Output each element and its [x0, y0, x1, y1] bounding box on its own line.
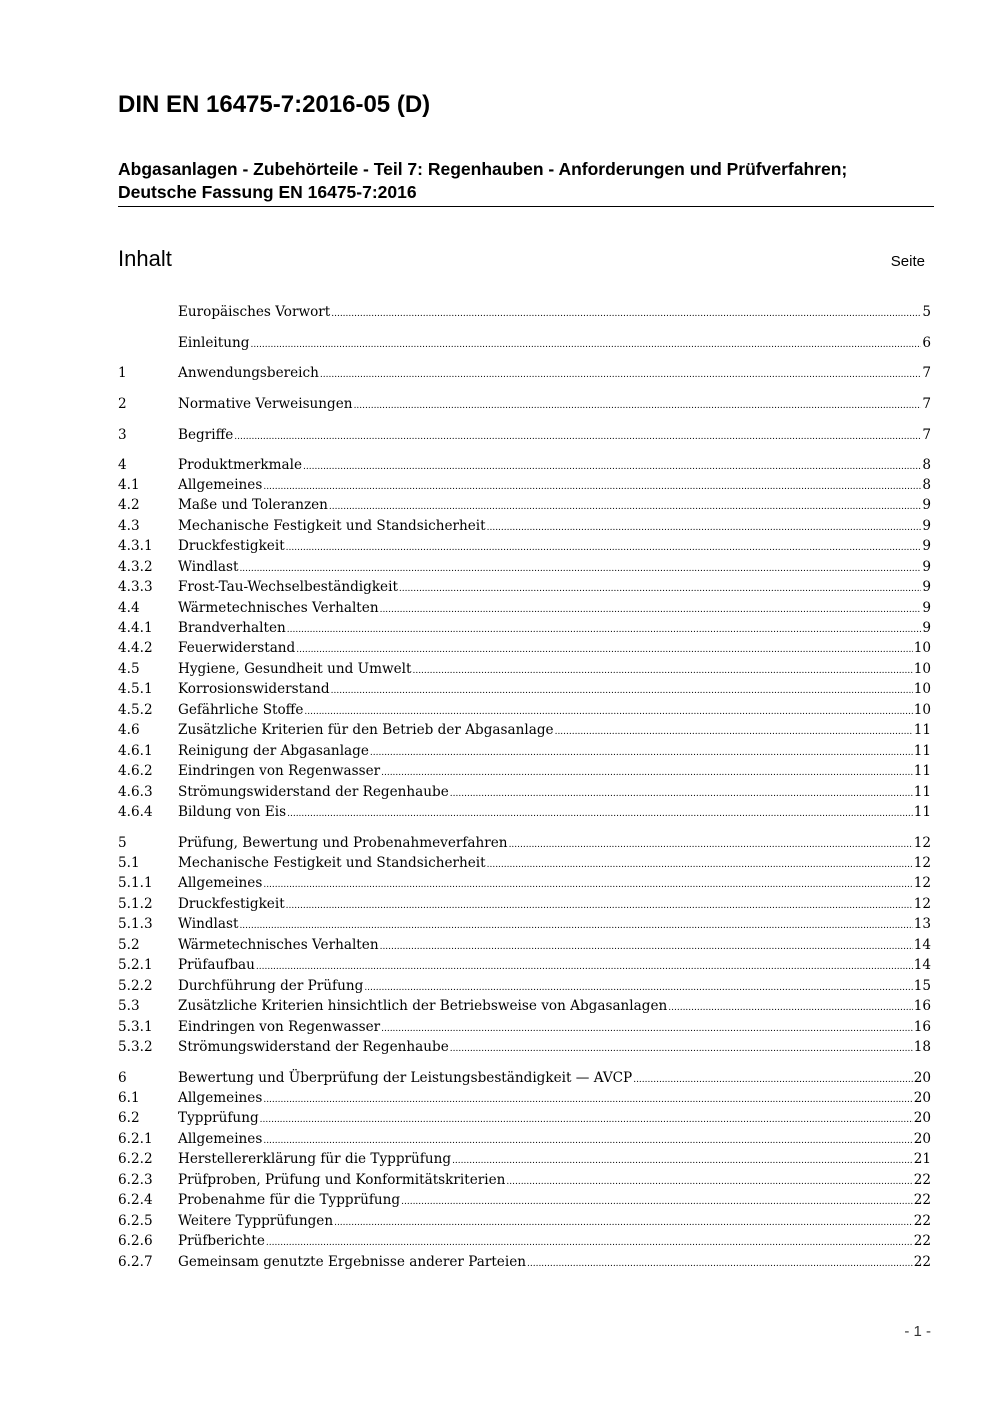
- toc-leader-dots: [527, 1252, 913, 1274]
- toc-leader-dots: [450, 1037, 913, 1059]
- toc-leader-dots: [263, 1088, 912, 1110]
- toc-entry-page: 22: [913, 1192, 931, 1209]
- toc-entry[interactable]: [118, 914, 931, 934]
- toc-leader-dots: [364, 976, 912, 998]
- toc-entry-page: 20: [913, 1090, 931, 1107]
- toc-entry[interactable]: [118, 1211, 931, 1231]
- toc-leader-dots: [509, 833, 913, 855]
- toc-entry-title: Produktmerkmale: [178, 456, 303, 473]
- toc-entry-title: Allgemeines: [178, 1090, 263, 1107]
- toc-entry-title: Windlast: [178, 916, 239, 933]
- toc-entry-number: 4.3.3: [118, 579, 153, 596]
- toc-entry-number: 4.5.2: [118, 701, 153, 718]
- toc-entry[interactable]: [118, 638, 931, 658]
- toc-entry-page: 9: [922, 558, 931, 575]
- toc-entry-title: Bildung von Eis: [178, 803, 287, 820]
- toc-entry[interactable]: [118, 761, 931, 781]
- toc-entry[interactable]: [118, 782, 931, 802]
- toc-entry-number: 4: [118, 456, 127, 473]
- toc-entry-title: Frost-Tau-Wechselbeständigkeit: [178, 579, 398, 596]
- toc-entry-title: Europäisches Vorwort: [178, 304, 331, 320]
- table-of-contents: [118, 302, 931, 1272]
- toc-entry-number: 6.2.4: [118, 1192, 153, 1209]
- toc-entry[interactable]: [118, 475, 931, 495]
- toc-entry-title: Allgemeines: [178, 476, 263, 493]
- toc-entry-number: 1: [118, 365, 127, 382]
- toc-leader-dots: [380, 598, 922, 620]
- toc-entry-number: 4.4.2: [118, 640, 153, 657]
- toc-entry-number: 2: [118, 395, 127, 412]
- page-number: - 1 -: [904, 1323, 931, 1340]
- toc-entry-title: Hygiene, Gesundheit und Umwelt: [178, 660, 412, 677]
- toc-entry[interactable]: [118, 516, 931, 536]
- toc-entry-number: 4.4: [118, 599, 140, 616]
- toc-entry-page: 6: [922, 334, 931, 351]
- toc-entry[interactable]: [118, 577, 931, 597]
- toc-entry-number: 5: [118, 834, 127, 851]
- toc-leader-dots: [256, 955, 913, 977]
- toc-entry-page: 11: [913, 722, 931, 739]
- toc-leader-dots: [263, 475, 921, 497]
- toc-entry[interactable]: [118, 1252, 931, 1272]
- toc-entry-title: Windlast: [178, 558, 239, 575]
- toc-entry-page: 9: [922, 599, 931, 616]
- toc-entry-page: 10: [913, 660, 931, 677]
- toc-leader-dots: [401, 1190, 913, 1212]
- toc-leader-dots: [263, 873, 912, 895]
- toc-leader-dots: [381, 761, 913, 783]
- toc-leader-dots: [239, 914, 912, 936]
- toc-leader-dots: [331, 679, 913, 701]
- toc-entry-number: 6.2: [118, 1110, 140, 1127]
- toc-entry[interactable]: [118, 679, 931, 699]
- toc-entry-number: 3: [118, 426, 127, 443]
- toc-leader-dots: [487, 516, 922, 538]
- toc-entry-page: 18: [913, 1038, 931, 1055]
- toc-leader-dots: [296, 638, 912, 660]
- toc-entry[interactable]: [118, 1129, 931, 1149]
- toc-leader-dots: [320, 363, 921, 385]
- toc-entry-page: 20: [913, 1130, 931, 1147]
- title-divider: [118, 206, 934, 207]
- toc-entry[interactable]: [118, 536, 931, 556]
- toc-entry[interactable]: [118, 720, 931, 740]
- toc-entry-page: 10: [913, 701, 931, 718]
- toc-entry-title: Typprüfung: [178, 1110, 259, 1127]
- toc-entry-page: 11: [913, 803, 931, 820]
- toc-entry-title: Normative Verweisungen: [178, 395, 353, 412]
- toc-entry[interactable]: [118, 1108, 931, 1128]
- toc-entry[interactable]: [118, 833, 931, 853]
- toc-entry-page: 16: [913, 1018, 931, 1035]
- toc-leader-dots: [633, 1068, 912, 1090]
- toc-entry[interactable]: [118, 1037, 931, 1057]
- toc-entry-page: 8: [922, 476, 931, 493]
- toc-entry[interactable]: [118, 741, 931, 761]
- toc-entry-number: 5.2.2: [118, 977, 153, 994]
- toc-entry-number: 4.6: [118, 722, 140, 739]
- toc-entry-title: Zusätzliche Kriterien für den Betrieb der Abgasanlage: [178, 722, 554, 739]
- toc-entry[interactable]: [118, 598, 931, 618]
- toc-entry[interactable]: [118, 1190, 931, 1210]
- toc-entry[interactable]: [118, 302, 931, 322]
- toc-leader-dots: [399, 577, 921, 599]
- toc-entry-number: 6.2.5: [118, 1212, 153, 1229]
- toc-leader-dots: [370, 741, 913, 763]
- toc-entry-title: Eindringen von Regenwasser: [178, 1018, 381, 1035]
- toc-entry-title: Begriffe: [178, 426, 234, 443]
- toc-entry-page: 22: [913, 1253, 931, 1270]
- toc-entry-number: 5.1.3: [118, 916, 153, 933]
- toc-entry[interactable]: [118, 1231, 931, 1251]
- toc-leader-dots: [555, 720, 913, 742]
- toc-entry-title: Druckfestigkeit: [178, 895, 285, 912]
- document-subtitle: Abgasanlagen - Zubehörteile - Teil 7: Regenhauben - Anforderungen und Prüfverfahren; Deutsche Fassung EN 16475-7:2016: [118, 159, 848, 202]
- toc-entry-number: 6.2.2: [118, 1151, 153, 1168]
- toc-entry-title: Maße und Toleranzen: [178, 497, 328, 514]
- toc-entry-title: Allgemeines: [178, 875, 263, 892]
- toc-entry-page: 9: [922, 579, 931, 596]
- toc-entry-title: Eindringen von Regenwasser: [178, 763, 381, 780]
- toc-entry-title: Mechanische Festigkeit und Standsicherheit: [178, 855, 486, 872]
- toc-entry-page: 9: [922, 497, 931, 514]
- toc-entry-page: 20: [913, 1069, 931, 1086]
- toc-entry-page: 7: [922, 395, 931, 412]
- toc-entry-number: 4.1: [118, 476, 140, 493]
- toc-entry-page: 16: [913, 998, 931, 1015]
- toc-leader-dots: [412, 659, 912, 681]
- toc-entry-page: 13: [913, 916, 931, 933]
- toc-entry-page: 21: [913, 1151, 931, 1168]
- toc-entry-title: Bewertung und Überprüfung der Leistungsbeständigkeit — AVCP: [178, 1069, 633, 1086]
- toc-entry-page: 11: [913, 742, 931, 759]
- toc-entry-title: Probenahme für die Typprüfung: [178, 1192, 401, 1209]
- toc-entry-page: 11: [913, 783, 931, 800]
- toc-entry-title: Durchführung der Prüfung: [178, 977, 364, 994]
- toc-entry[interactable]: [118, 873, 931, 893]
- document-title: DIN EN 16475-7:2016-05 (D): [118, 91, 431, 118]
- toc-entry-number: 5.3: [118, 998, 140, 1015]
- toc-leader-dots: [668, 996, 912, 1018]
- toc-entry-number: 5.2: [118, 936, 140, 953]
- toc-entry-page: 14: [913, 957, 931, 974]
- toc-entry-page: 10: [913, 640, 931, 657]
- toc-entry-number: 5.1.1: [118, 875, 153, 892]
- toc-entry-number: 6: [118, 1069, 127, 1086]
- toc-leader-dots: [354, 394, 922, 416]
- toc-entry-page: 22: [913, 1212, 931, 1229]
- toc-leader-dots: [506, 1170, 912, 1192]
- toc-entry-title: Strömungswiderstand der Regenhaube: [178, 1038, 449, 1055]
- toc-leader-dots: [260, 1108, 913, 1130]
- toc-leader-dots: [286, 536, 922, 558]
- toc-entry[interactable]: [118, 802, 931, 822]
- toc-entry[interactable]: [118, 894, 931, 914]
- toc-leader-dots: [331, 302, 921, 324]
- toc-entry-page: 22: [913, 1233, 931, 1250]
- toc-entry-number: 4.3.2: [118, 558, 153, 575]
- toc-entry-number: 5.1.2: [118, 895, 153, 912]
- toc-entry-number: 5.3.2: [118, 1038, 153, 1055]
- toc-entry[interactable]: [118, 363, 931, 383]
- toc-entry[interactable]: [118, 425, 931, 445]
- toc-leader-dots: [263, 1129, 912, 1151]
- toc-entry-number: 5.3.1: [118, 1018, 153, 1035]
- toc-heading: Inhalt: [118, 246, 172, 271]
- toc-entry-title: Allgemeines: [178, 1130, 263, 1147]
- toc-entry-page: 5: [922, 304, 931, 320]
- toc-leader-dots: [287, 618, 922, 640]
- toc-entry[interactable]: [118, 557, 931, 577]
- toc-entry-page: 9: [922, 538, 931, 555]
- toc-entry-title: Korrosionswiderstand: [178, 681, 330, 698]
- toc-entry-title: Herstellererklärung für die Typprüfung: [178, 1151, 452, 1168]
- toc-entry-page: 15: [913, 977, 931, 994]
- toc-entry-title: Wärmetechnisches Verhalten: [178, 599, 379, 616]
- toc-leader-dots: [234, 425, 921, 447]
- toc-entry[interactable]: [118, 976, 931, 996]
- toc-entry[interactable]: [118, 935, 931, 955]
- toc-entry[interactable]: [118, 1068, 931, 1088]
- toc-entry[interactable]: [118, 1170, 931, 1190]
- toc-leader-dots: [287, 802, 913, 824]
- toc-leader-dots: [286, 894, 913, 916]
- toc-entry-number: 6.2.7: [118, 1253, 153, 1270]
- toc-entry-number: 4.6.4: [118, 803, 153, 820]
- toc-entry-number: 4.5: [118, 660, 140, 677]
- toc-leader-dots: [250, 333, 921, 355]
- toc-entry[interactable]: [118, 659, 931, 679]
- toc-leader-dots: [452, 1149, 913, 1171]
- toc-leader-dots: [381, 1017, 913, 1039]
- toc-entry-number: 6.2.6: [118, 1233, 153, 1250]
- toc-leader-dots: [329, 495, 921, 517]
- toc-entry-page: 14: [913, 936, 931, 953]
- toc-entry-page: 12: [913, 855, 931, 872]
- toc-entry[interactable]: [118, 1088, 931, 1108]
- toc-entry-title: Mechanische Festigkeit und Standsicherheit: [178, 517, 486, 534]
- toc-entry-title: Druckfestigkeit: [178, 538, 285, 555]
- toc-entry-page: 7: [922, 365, 931, 382]
- toc-entry-page: 12: [913, 834, 931, 851]
- toc-entry-title: Strömungswiderstand der Regenhaube: [178, 783, 449, 800]
- toc-leader-dots: [304, 700, 912, 722]
- toc-entry-page: 7: [922, 426, 931, 443]
- toc-leader-dots: [487, 853, 913, 875]
- toc-entry-number: 4.5.1: [118, 681, 153, 698]
- toc-leader-dots: [334, 1211, 913, 1233]
- toc-entry-title: Prüfung, Bewertung und Probenahmeverfahren: [178, 834, 508, 851]
- toc-entry-page: 9: [922, 620, 931, 637]
- toc-leader-dots: [380, 935, 913, 957]
- toc-entry-number: 6.1: [118, 1090, 140, 1107]
- toc-entry-title: Gemeinsam genutzte Ergebnisse anderer Parteien: [178, 1253, 526, 1270]
- toc-entry-page: 22: [913, 1171, 931, 1188]
- toc-entry[interactable]: [118, 394, 931, 414]
- toc-entry-page: 10: [913, 681, 931, 698]
- toc-leader-dots: [450, 782, 913, 804]
- toc-entry-title: Prüfaufbau: [178, 957, 255, 974]
- toc-entry-number: 4.6.3: [118, 783, 153, 800]
- toc-entry[interactable]: [118, 700, 931, 720]
- toc-entry-number: 4.2: [118, 497, 140, 514]
- toc-entry-title: Zusätzliche Kriterien hinsichtlich der Betriebsweise von Abgasanlagen: [178, 998, 668, 1015]
- toc-entry[interactable]: [118, 618, 931, 638]
- toc-entry-title: Wärmetechnisches Verhalten: [178, 936, 379, 953]
- toc-entry-page: 12: [913, 895, 931, 912]
- toc-entry[interactable]: [118, 1017, 931, 1037]
- toc-entry-number: 4.4.1: [118, 620, 153, 637]
- toc-entry-number: 6.2.1: [118, 1130, 153, 1147]
- toc-entry-page: 9: [922, 517, 931, 534]
- toc-entry[interactable]: [118, 333, 931, 353]
- toc-entry-page: 8: [922, 456, 931, 473]
- toc-entry-number: 4.6.1: [118, 742, 153, 759]
- toc-leader-dots: [239, 557, 921, 579]
- toc-entry[interactable]: [118, 955, 931, 975]
- toc-entry-number: 4.3.1: [118, 538, 153, 555]
- toc-entry-title: Prüfproben, Prüfung und Konformitätskriterien: [178, 1171, 506, 1188]
- toc-entry[interactable]: [118, 996, 931, 1016]
- toc-entry-number: 6.2.3: [118, 1171, 153, 1188]
- toc-page-column-label: Seite: [890, 253, 925, 270]
- toc-entry[interactable]: [118, 495, 931, 515]
- toc-entry-title: Reinigung der Abgasanlage: [178, 742, 369, 759]
- toc-entry[interactable]: [118, 455, 931, 475]
- toc-entry-title: Gefährliche Stoffe: [178, 701, 304, 718]
- toc-entry[interactable]: [118, 853, 931, 873]
- toc-entry[interactable]: [118, 1149, 931, 1169]
- toc-leader-dots: [266, 1231, 913, 1253]
- toc-entry-title: Prüfberichte: [178, 1233, 265, 1250]
- toc-entry-page: 11: [913, 763, 931, 780]
- toc-entry-number: 4.6.2: [118, 763, 153, 780]
- toc-leader-dots: [303, 455, 921, 477]
- toc-entry-number: 4.3: [118, 517, 140, 534]
- toc-entry-title: Anwendungsbereich: [178, 365, 319, 382]
- toc-entry-title: Brandverhalten: [178, 620, 286, 637]
- toc-entry-page: 12: [913, 875, 931, 892]
- toc-entry-number: 5.2.1: [118, 957, 153, 974]
- toc-entry-page: 20: [913, 1110, 931, 1127]
- toc-entry-title: Einleitung: [178, 334, 250, 351]
- toc-entry-title: Feuerwiderstand: [178, 640, 296, 657]
- toc-entry-number: 5.1: [118, 855, 140, 872]
- toc-entry-title: Weitere Typprüfungen: [178, 1212, 334, 1229]
